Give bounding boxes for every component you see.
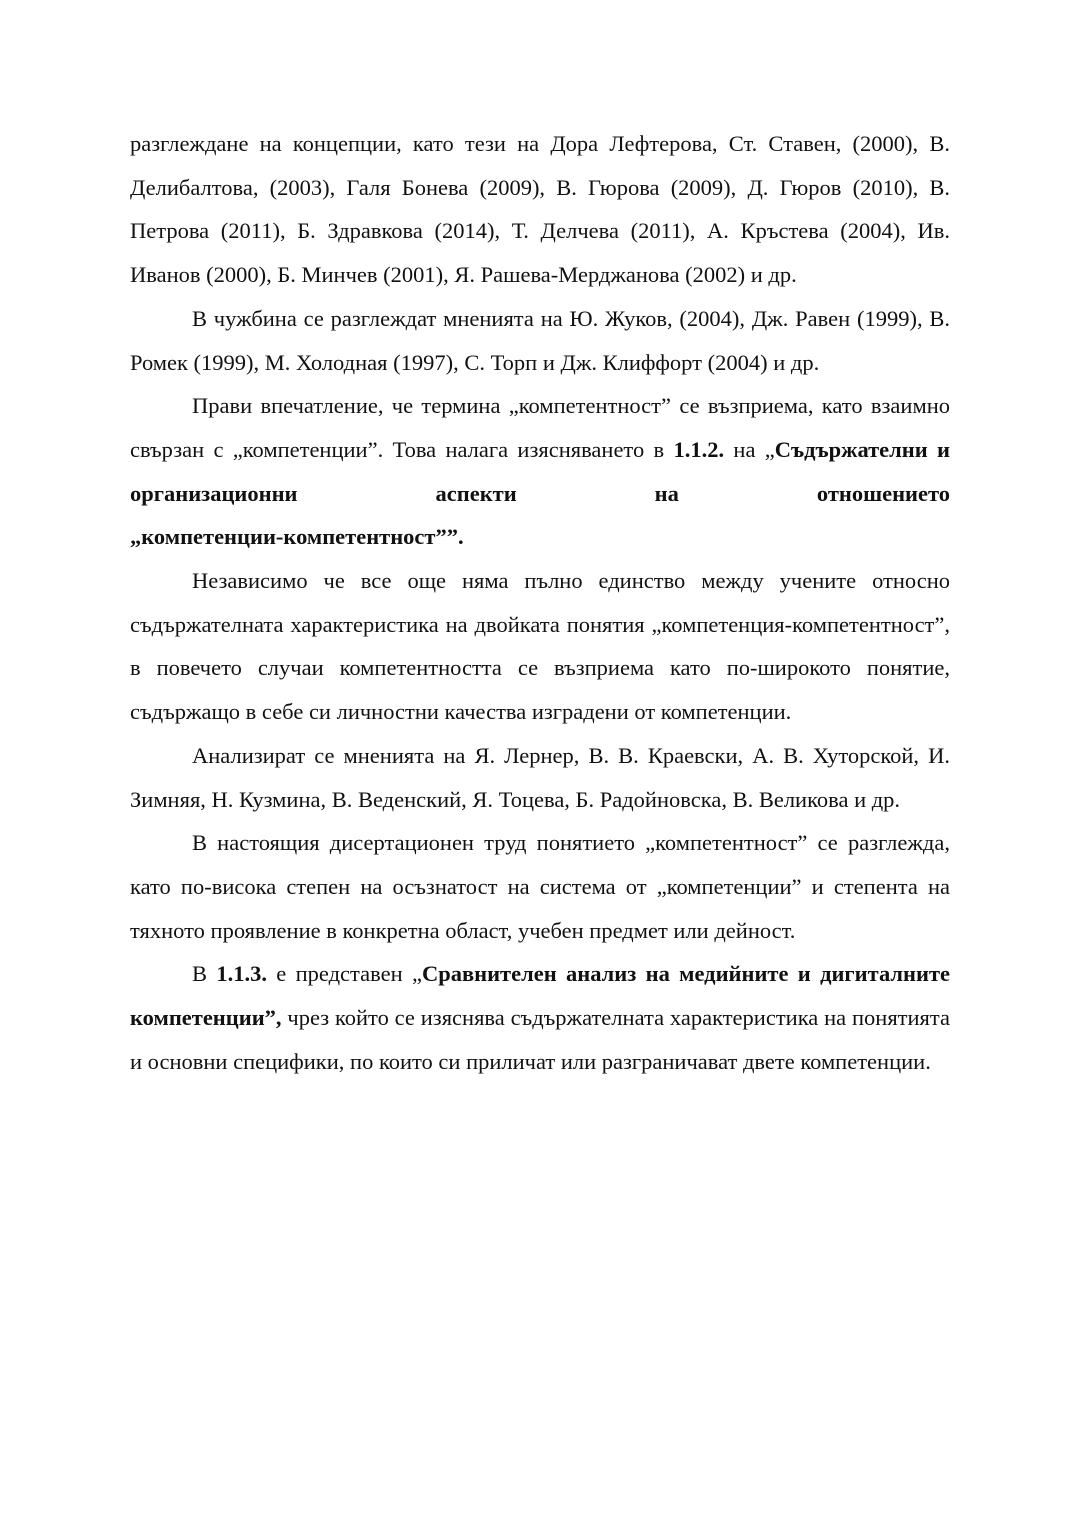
paragraph-3-end xyxy=(130,515,950,559)
paragraph-3 xyxy=(130,384,950,515)
paragraph-1: разглеждане на концепции, като тези на Дора Лефтерова, Ст. Ставен, (2000), В. Делибалтова, (2003), Галя Бонева (2009), В. Гюрова (2009), Д. Гюров (2010), В. Петрова (2011), Б. Здравкова (2014), Т. Делчева (2011), А. Кръстева (2004), Ив. Иванов (2000), Б. Минчев (2001), Я. Рашева-Мерджанова (2002) и др. xyxy=(130,131,950,288)
section-title-1-1-2: Съдържателни и организационни аспекти на отношението xyxy=(130,436,950,506)
paragraph-6: В настоящия дисертационен труд понятието „компетентност” се разглежда, като по-висока степен на осъзнатост на система от „компетенции” и степента на тяхното проявление в конкретна област, учебен предмет или дейност. xyxy=(130,830,950,943)
paragraph-7 xyxy=(130,952,950,1083)
paragraph-4: Независимо че все още няма пълно единство между учените относно съдържателната характеристика на двойката понятия „компетенция-компетентност”, в повечето случаи компетентността се възприема като по-широкото понятие, съдържащо в себе си личностни качества изградени от компетенции. xyxy=(130,568,950,725)
paragraph-7-text-a: В xyxy=(192,961,217,987)
paragraph-3-text-a: Прави впечатление, че термина „компетентност” се възприема, като взаимно свързан с „компетенции”. Това налага изясняването в xyxy=(130,393,950,462)
paragraph-5: Анализират се мненията на Я. Лернер, В. В. Краевски, А. В. Хуторской, И. Зимняя, Н. Кузмина, В. Веденский, Я. Тоцева, Б. Радойновска, В. Великова и др. xyxy=(130,742,950,812)
paragraph-7-text-c: чрез който се изяснява съдържателната характеристика на понятията и основни специфики, по които си приличат или разграничават двете компетенции. xyxy=(130,1005,950,1074)
section-title-1-1-2-end: „компетенции-компетентност””. xyxy=(130,524,464,550)
section-ref-1-1-3: 1.1.3. xyxy=(216,961,267,987)
paragraph-7-text-b: е представен „ xyxy=(266,961,422,987)
paragraph-3-text-b: на „ xyxy=(724,436,775,462)
section-title-1-1-3: Сравнителен анализ на медийните и дигиталните компетенции”, xyxy=(130,961,950,1031)
document-page xyxy=(130,122,950,1083)
paragraph-2: В чужбина се разглеждат мненията на Ю. Жуков, (2004), Дж. Равен (1999), В. Ромек (1999), М. Холодная (1997), С. Торп и Дж. Клиффорт (2004) и др. xyxy=(130,305,950,375)
section-ref-1-1-2: 1.1.2. xyxy=(673,436,725,462)
